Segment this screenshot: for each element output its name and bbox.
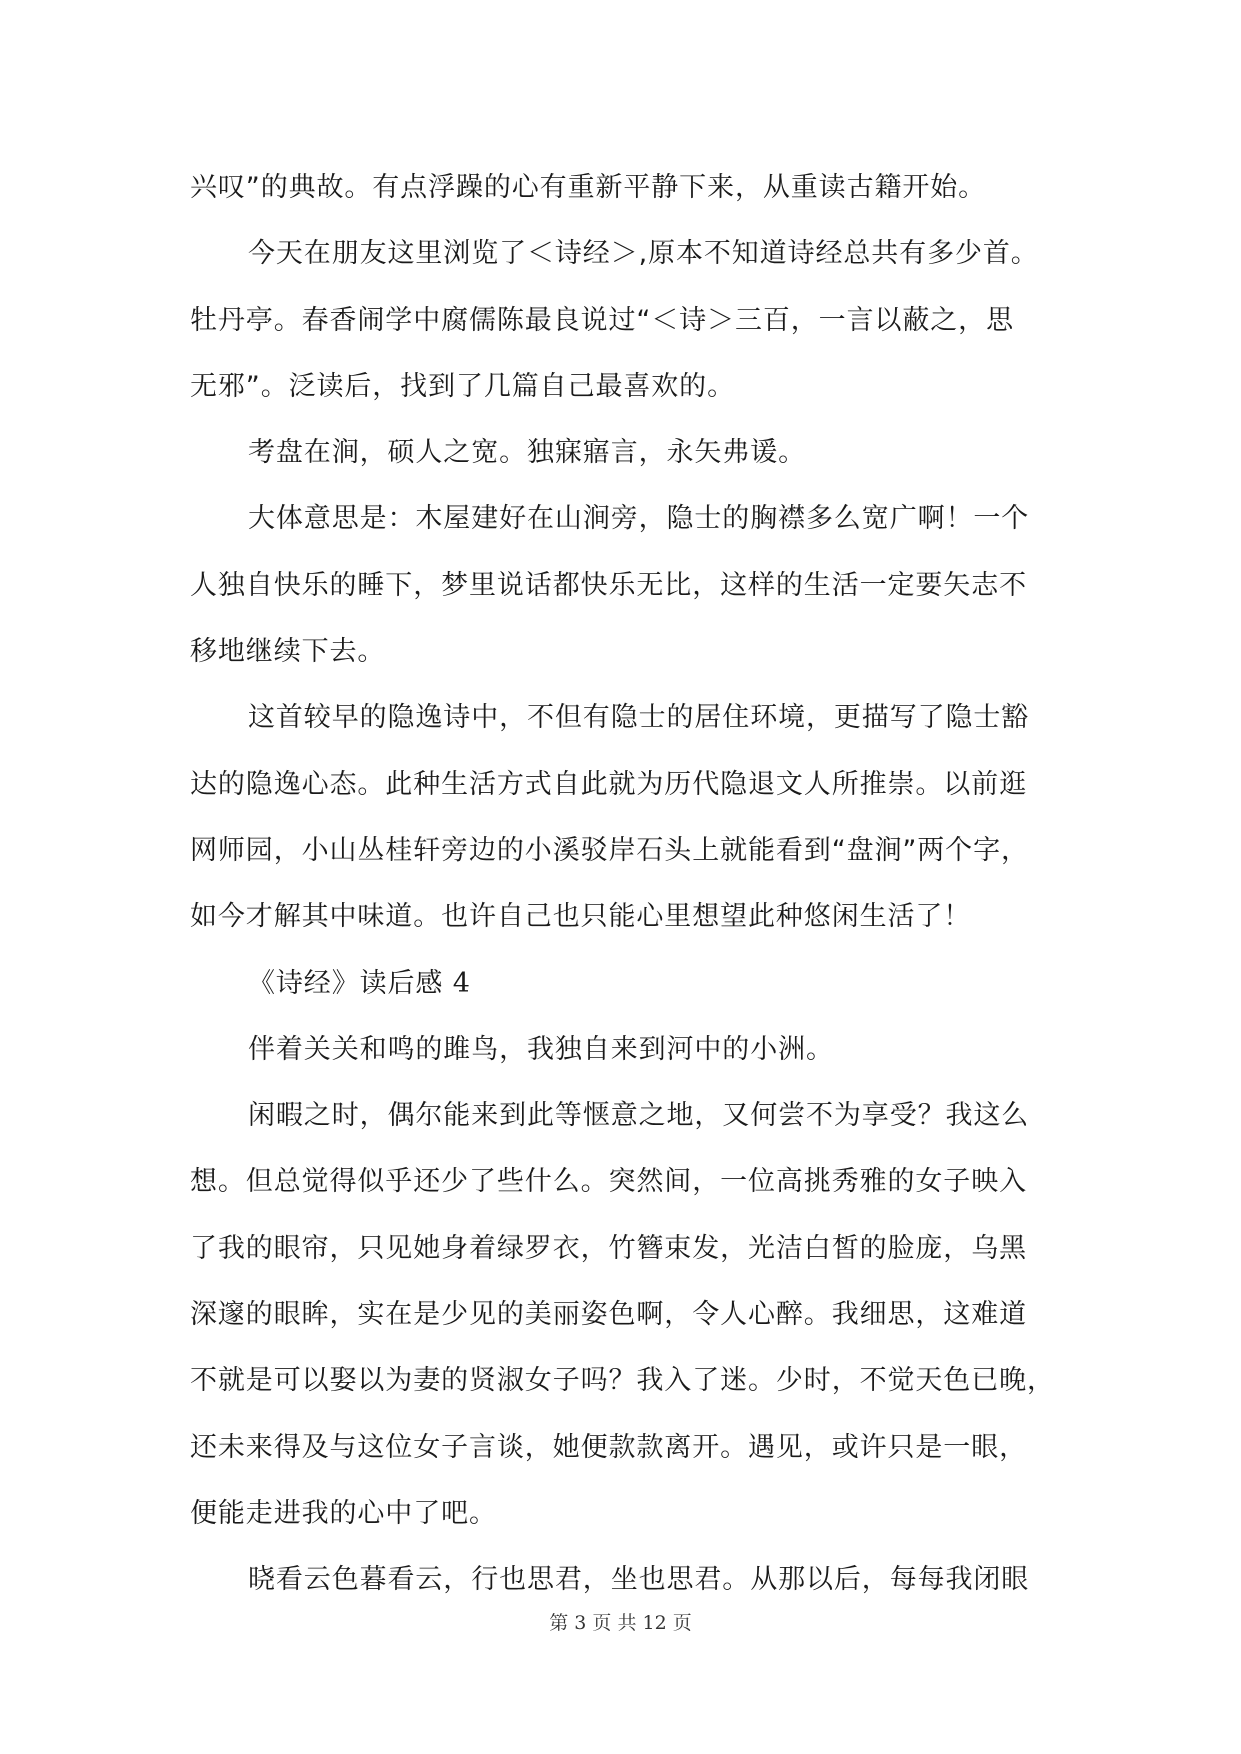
text-line: 伴着关关和鸣的雎鸟，我独自来到河中的小洲。: [248, 1033, 834, 1065]
text-line: 网师园，小山丛桂轩旁边的小溪驳岸石头上就能看到“盘涧”两个字，: [190, 834, 1029, 866]
text-line: 还未来得及与这位女子言谈，她便款款离开。遇见，或许只是一眼，: [190, 1431, 1027, 1463]
page-number-label: 第 3 页 共 12 页: [549, 1612, 692, 1634]
text-line: 考盘在涧，硕人之宽。独寐寤言，永矢弗谖。: [248, 437, 806, 469]
text-line: 大体意思是：木屋建好在山涧旁，隐士的胸襟多么宽广啊！一个: [248, 503, 1030, 535]
text-line: 达的隐逸心态。此种生活方式自此就为历代隐退文人所推崇。以前逛: [190, 768, 1027, 800]
text-line: 晓看云色暮看云，行也思君，坐也思君。从那以后，每每我闭眼: [248, 1564, 1030, 1596]
text-line: 兴叹”的典故。有点浮躁的心有重新平静下来，从重读古籍开始。: [190, 172, 987, 203]
text-line: 深邃的眼眸，实在是少见的美丽姿色啊，令人心醉。我细思，这难道: [190, 1299, 1027, 1331]
text-line: 无邪”。泛读后，找到了几篇自己最喜欢的。: [190, 370, 735, 402]
text-line: 不就是可以娶以为妻的贤淑女子吗？我入了迷。少时，不觉天色已晚，: [190, 1365, 1055, 1397]
document-body: [190, 155, 1058, 1614]
text-line: 移地继续下去。: [190, 636, 386, 668]
text-line: 如今才解其中味道。也许自己也只能心里想望此种悠闲生活了！: [190, 901, 972, 933]
section-heading: 《诗经》读后感 4: [248, 967, 471, 999]
text-line: 闲暇之时，偶尔能来到此等惬意之地，又何尝不为享受？我这么: [248, 1100, 1030, 1132]
text-line: 了我的眼帘，只见她身着绿罗衣，竹簪束发，光洁白皙的脸庞，乌黑: [190, 1232, 1027, 1264]
text-line: 这首较早的隐逸诗中，不但有隐士的居住环境，更描写了隐士豁: [248, 702, 1030, 734]
text-line: 想。但总觉得似乎还少了些什么。突然间，一位高挑秀雅的女子映入: [190, 1166, 1027, 1198]
text-line: 人独自快乐的睡下，梦里说话都快乐无比，这样的生活一定要矢志不: [190, 569, 1027, 601]
text-line: 便能走进我的心中了吧。: [190, 1497, 497, 1529]
page-footer: [0, 1608, 1241, 1635]
text-line: 牡丹亭。春香闹学中腐儒陈最良说过“＜诗＞三百，一言以蔽之，思: [190, 304, 1014, 336]
text-line: 今天在朋友这里浏览了＜诗经＞,原本不知道诗经总共有多少首。: [248, 238, 1039, 270]
